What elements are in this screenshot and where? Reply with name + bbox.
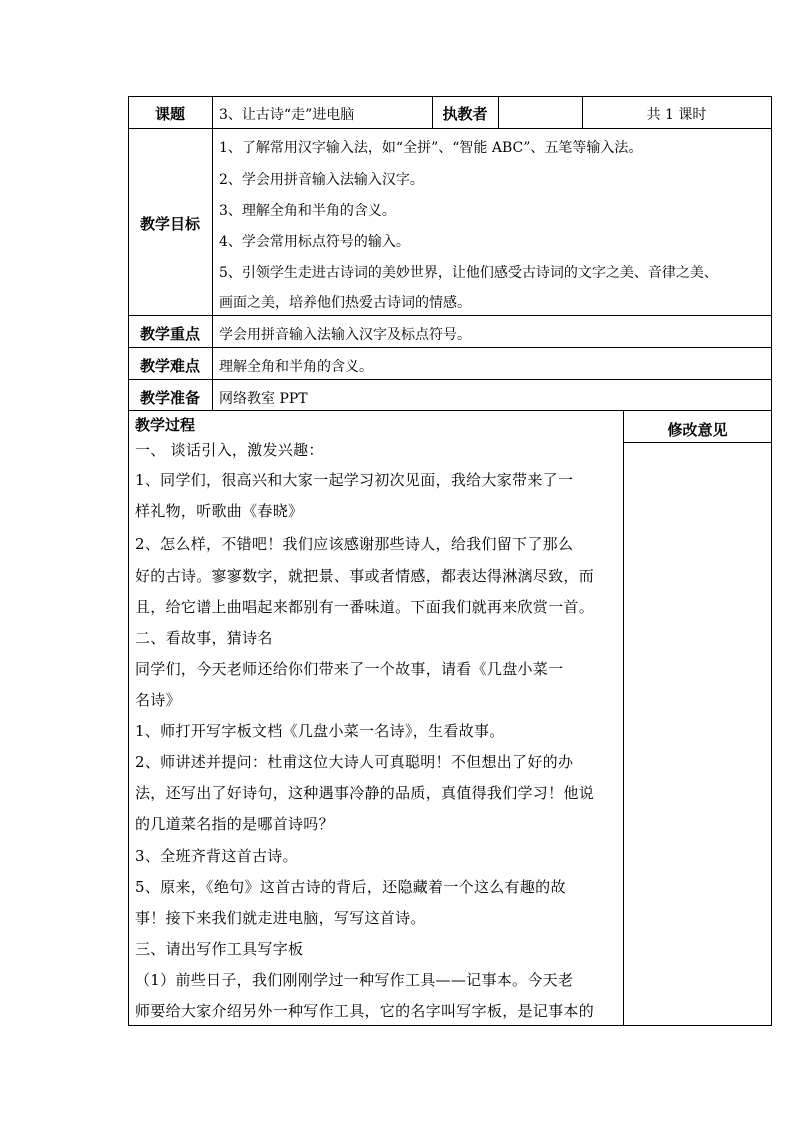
objective-item: 5、引领学生走进古诗词的美妙世界，让他们感受古诗词的文字之美、音律之美、 [219, 265, 718, 281]
teacher-label: 执教者 [442, 105, 488, 123]
process-line: （1）前些日子，我们刚刚学过一种写作工具——记事本。今天老 [135, 971, 574, 989]
process-line: 2、怎么样，不错吧！我们应该感谢那些诗人，给我们留下了那么 [135, 535, 574, 553]
table-border [128, 379, 772, 380]
difficulty-label: 教学难点 [139, 357, 200, 375]
table-border [128, 1025, 772, 1026]
table-border [623, 410, 624, 1025]
table-border [498, 96, 499, 128]
process-line: 二、看故事，猜诗名 [135, 629, 273, 647]
table-border [128, 128, 772, 129]
process-line: 2、师讲述并提问：杜甫这位大诗人可真聪明！不但想出了好的办 [135, 753, 574, 771]
difficulty-value: 理解全角和半角的含义。 [219, 359, 373, 375]
key-point-label: 教学重点 [139, 325, 200, 343]
preparation-value: 网络教室 PPT [219, 391, 308, 407]
process-line: 法，还写出了好诗句，这种遇事冷静的品质，真值得我们学习！他说 [135, 784, 595, 802]
topic-label: 课题 [154, 105, 185, 123]
table-border [623, 442, 772, 443]
objective-item: 画面之美，培养他们热爱古诗词的情感。 [219, 295, 471, 311]
objective-item: 4、学会常用标点符号的输入。 [219, 234, 410, 250]
process-line: 三、请出写作工具写字板 [135, 940, 304, 958]
process-line: 3、全班齐背这首古诗。 [135, 847, 298, 865]
process-line: 的几道菜名指的是哪首诗吗？ [135, 815, 334, 833]
table-border [128, 410, 772, 411]
preparation-label: 教学准备 [139, 389, 200, 407]
process-line: 一、 谈话引入，激发兴趣： [135, 441, 324, 459]
process-line: 且，给它谱上曲唱起来都别有一番味道。下面我们就再来欣赏一首。 [135, 598, 595, 616]
table-border [128, 96, 772, 97]
key-point-value: 学会用拼音输入法输入汉字及标点符号。 [219, 327, 471, 343]
process-line: 5、原来，《绝句》这首古诗的背后，还隐藏着一个这么有趣的故 [135, 878, 566, 896]
process-line: 样礼物，听歌曲《春晓》 [135, 502, 304, 520]
process-line: 师要给大家介绍另外一种写作工具，它的名字叫写字板，是记事本的 [135, 1002, 595, 1020]
process-line: 1、同学们，很高兴和大家一起学习初次见面，我给大家带来了一 [135, 471, 574, 489]
process-label: 教学过程 [135, 416, 196, 434]
process-line: 同学们，今天老师还给你们带来了一个故事，请看《几盘小菜一 [135, 660, 564, 678]
objective-item: 2、学会用拼音输入法输入汉字。 [219, 172, 424, 188]
revision-label: 修改意见 [667, 421, 728, 439]
table-border [128, 315, 772, 316]
process-line: 好的古诗。寥寥数字，就把景、事或者情感，都表达得淋漓尽致，而 [135, 567, 595, 585]
process-line: 事！接下来我们就走进电脑，写写这首诗。 [135, 909, 426, 927]
table-border [128, 347, 772, 348]
class-hours: 共 1 课时 [646, 107, 707, 123]
objective-item: 3、理解全角和半角的含义。 [219, 203, 396, 219]
table-border [212, 96, 213, 410]
process-line: 名诗》 [135, 691, 181, 709]
objective-item: 1、了解常用汉字输入法，如“全拼”、“智能 ABC”、五笔等输入法。 [219, 140, 643, 156]
table-border [128, 96, 129, 1026]
topic-value: 3、让古诗“走”进电脑 [219, 107, 355, 123]
table-border [771, 96, 772, 1026]
process-line: 1、师打开写字板文档《几盘小菜一名诗》，生看故事。 [135, 722, 505, 740]
objectives-label: 教学目标 [139, 215, 200, 233]
